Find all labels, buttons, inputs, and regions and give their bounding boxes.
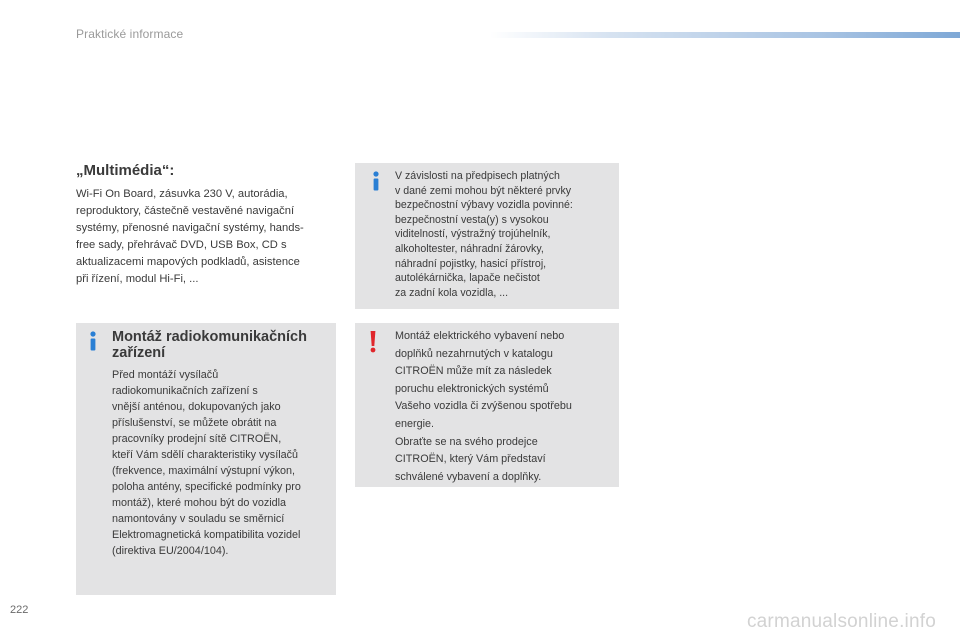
multimedia-text: Wi-Fi On Board, zásuvka 230 V, autorádia, reproduktory, částečně vestavěné navigační systémy, přenosné navigační systémy, hands- free sady, přehrávač DVD, USB Box, CD s aktualizacemi mapových podkladů, asistence při řízení, modul Hi-Fi, ... xyxy=(76,188,304,285)
info-box-safety-equipment xyxy=(355,163,619,309)
warning-box-electrical-equipment xyxy=(355,323,619,487)
page-number: 222 xyxy=(10,604,29,616)
radio-box-text: Před montáží vysílačů radiokomunikačních zařízení s vnější anténou, dokupovaných jako příslušenství, se můžete obrátit na pracovníky prodejní sítě CITROËN, kteří Vám sdělí charakteristiky vysílačů (frekvence, maximální výstupní výkon, poloha antény, specifické podmínky pro montáž), které mohou být do vozidla namontovány v souladu se směrnicí Elektromagnetická kompatibilita vozidel (direktiva EU/2004/104). xyxy=(112,369,301,557)
info-icon xyxy=(369,171,383,191)
info-box-text: V závislosti na předpisech platných v dané zemi mohou být některé prvky bezpečnostní výbavy vozidla povinné: bezpečnostní vesta(y) s vysokou viditelností, výstražný trojúhelník, alkoholtester, náhradní žárovky, náhradní pojistky, hasicí přístroj, autolékárnička, lapače nečistot za zadní kola vozidla, ... xyxy=(395,170,573,299)
watermark: carmanualsonline.info xyxy=(746,611,936,632)
radio-box-heading: Montáž radiokomunikačních zařízení xyxy=(112,329,307,361)
multimedia-heading: „Multimédia“: xyxy=(76,162,175,179)
info-icon xyxy=(86,331,100,351)
warning-box-text: Montáž elektrického vybavení nebo doplňků nezahrnutých v katalogu CITROËN může mít za následek poruchu elektronických systémů Vašeho vozidla či zvýšenou spotřebu energie. Obraťte se na svého prodejce CITROËN, který Vám představí schválené vybavení a doplňky. xyxy=(395,330,572,483)
section-title: Praktické informace xyxy=(76,27,184,41)
exclamation-icon xyxy=(368,331,378,353)
header-decorative-bar xyxy=(490,32,960,38)
info-box-radio-installation xyxy=(76,323,336,595)
